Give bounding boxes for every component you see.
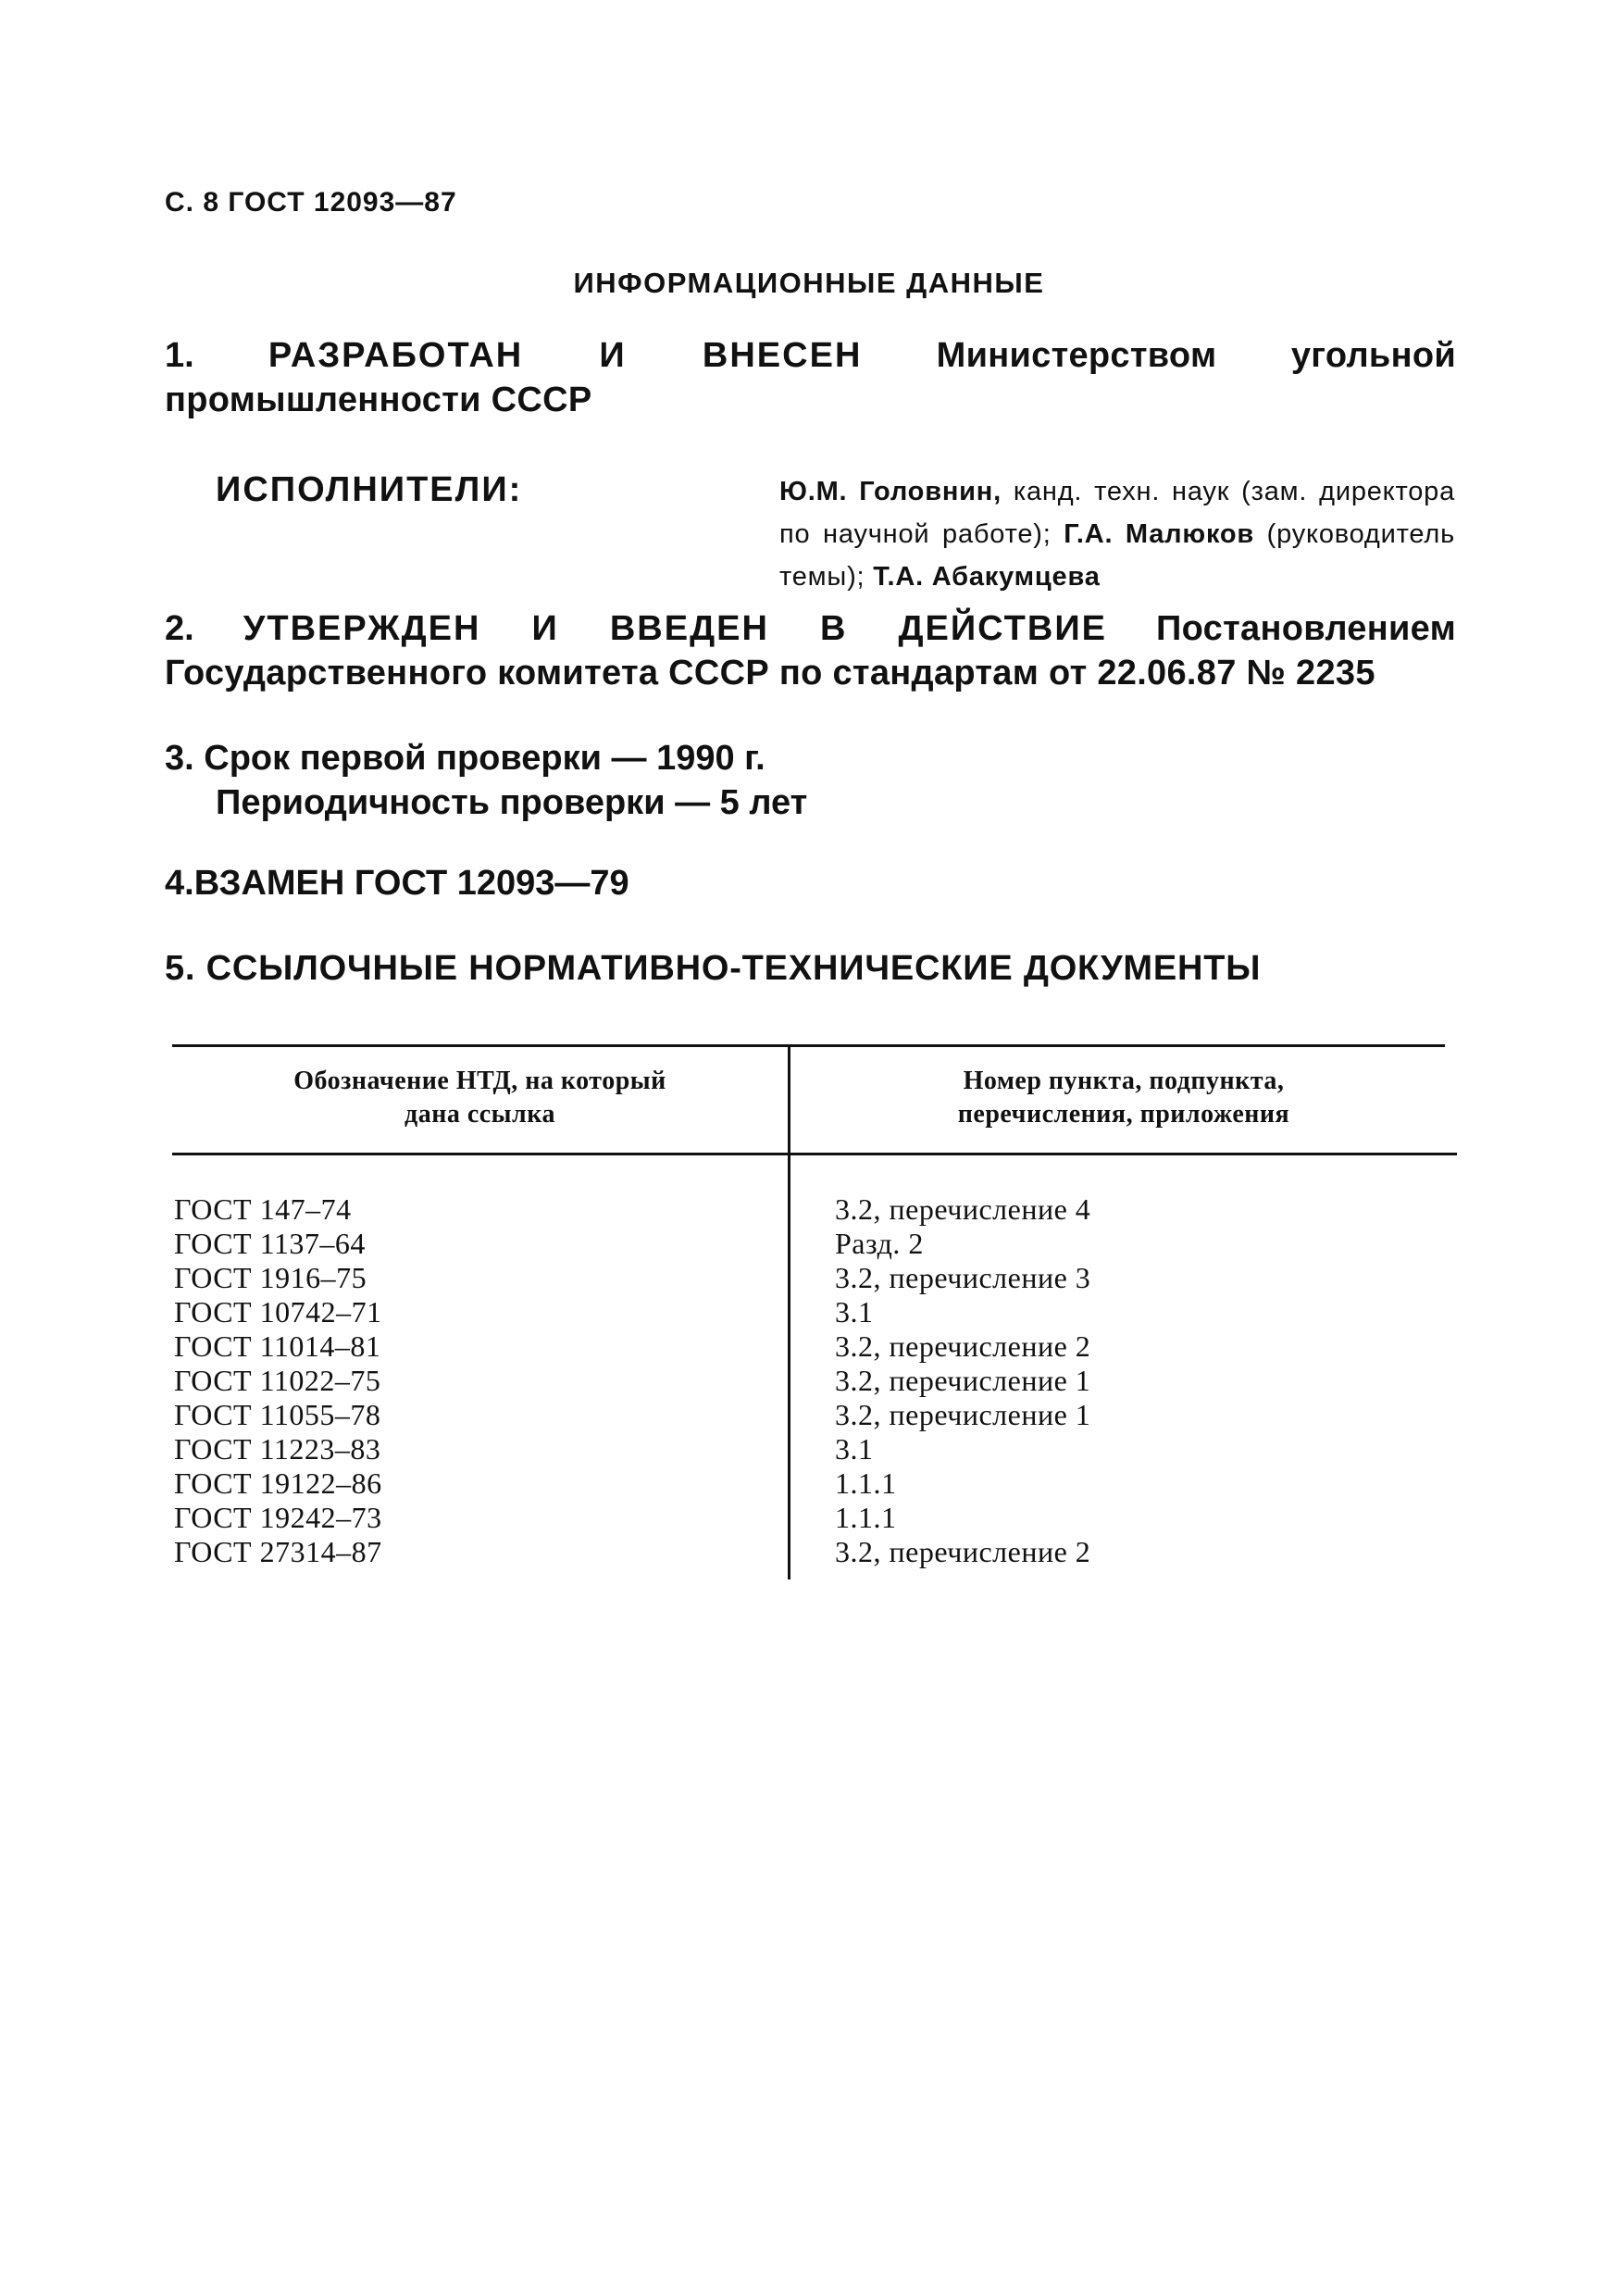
table-header-col1-line2: дана ссылка	[404, 1100, 555, 1129]
document-title: ИНФОРМАЦИОННЫЕ ДАННЫЕ	[573, 267, 1045, 299]
table-header-col2-line1: Номер пункта, подпункта,	[963, 1067, 1285, 1095]
item-2-text: Постановлением Государственного комитета СССР по стандартам от 22.06.87 № 2235	[165, 609, 1456, 693]
table-cell-doc: ГОСТ 1916–75	[174, 1261, 367, 1294]
item-1-number: 1.	[165, 336, 194, 375]
table-cell-ref: 3.1	[835, 1295, 874, 1329]
table-header-col1-line1: Обозначение НТД, на который	[293, 1067, 666, 1095]
item-3-number: 3.	[165, 739, 194, 778]
performer-name-2: Г.А. Малюков	[1064, 519, 1255, 549]
table-cell-doc: ГОСТ 19242–73	[174, 1501, 382, 1534]
table-cell-doc: ГОСТ 11022–75	[174, 1364, 381, 1397]
table-header-col2	[790, 1065, 1457, 1131]
table-cell-doc: ГОСТ 11055–78	[174, 1398, 381, 1431]
table-cell-ref: 3.2, перечисление 2	[835, 1535, 1091, 1568]
table-cell-ref: 1.1.1	[835, 1501, 897, 1534]
table-cell-doc: ГОСТ 27314–87	[174, 1535, 382, 1568]
table-cell-ref: 3.2, перечисление 4	[835, 1192, 1091, 1226]
reference-table	[172, 1044, 1457, 1579]
table-cell-doc: ГОСТ 147–74	[174, 1192, 352, 1226]
table-cell-ref: 3.2, перечисление 1	[835, 1398, 1091, 1431]
performer-name-3: Т.А. Абакумцева	[873, 562, 1101, 592]
table-header-rule	[172, 1153, 1457, 1155]
table-cell-ref: 1.1.1	[835, 1466, 897, 1500]
table-cell-doc: ГОСТ 1137–64	[174, 1227, 366, 1260]
table-cell-doc: ГОСТ 19122–86	[174, 1466, 382, 1500]
table-col1-cells	[174, 1192, 766, 1569]
performers-text	[779, 470, 1455, 598]
table-cell-ref: 3.2, перечисление 1	[835, 1364, 1091, 1397]
table-cell-ref: 3.2, перечисление 2	[835, 1329, 1091, 1363]
performer-desc-2: (руководитель темы);	[779, 519, 1456, 592]
item-3-line-1: Срок первой проверки — 1990 г.	[204, 739, 765, 778]
performers-label: ИСПОЛНИТЕЛИ:	[216, 470, 523, 509]
item-1	[165, 333, 1456, 422]
table-header-col1	[172, 1065, 788, 1131]
page-header: С. 8 ГОСТ 12093—87	[165, 187, 457, 218]
table-top-rule	[172, 1044, 1445, 1047]
performer-name-1: Ю.М. Головнин,	[779, 477, 1002, 506]
table-cell-ref: 3.1	[835, 1432, 874, 1466]
item-2-number: 2.	[165, 609, 194, 648]
table-header-col2-line2: перечисления, приложения	[957, 1100, 1290, 1129]
item-1-text: Министерством угольной промышленности СССР	[165, 336, 1457, 419]
item-1-lead: РАЗРАБОТАН И ВНЕСЕН	[268, 336, 863, 375]
table-cell-ref: 3.2, перечисление 3	[835, 1261, 1091, 1294]
table-cell-doc: ГОСТ 11014–81	[174, 1329, 381, 1363]
table-cell-doc: ГОСТ 10742–71	[174, 1295, 382, 1329]
item-2-lead: УТВЕРЖДЕН И ВВЕДЕН В ДЕЙСТВИЕ	[243, 609, 1107, 648]
item-4: 4.ВЗАМЕН ГОСТ 12093—79	[165, 864, 629, 903]
performer-desc-1: канд. техн. наук (зам. директора по научной работе);	[779, 477, 1456, 549]
item-2	[165, 606, 1456, 695]
item-5: 5. ССЫЛОЧНЫЕ НОРМАТИВНО-ТЕХНИЧЕСКИЕ ДОКУМЕНТЫ	[165, 949, 1262, 988]
table-col2-cells	[835, 1192, 1446, 1569]
item-3	[165, 736, 765, 780]
table-cell-ref: Разд. 2	[835, 1227, 924, 1260]
item-3-line-2: Периодичность проверки — 5 лет	[216, 783, 808, 822]
table-cell-doc: ГОСТ 11223–83	[174, 1432, 381, 1466]
